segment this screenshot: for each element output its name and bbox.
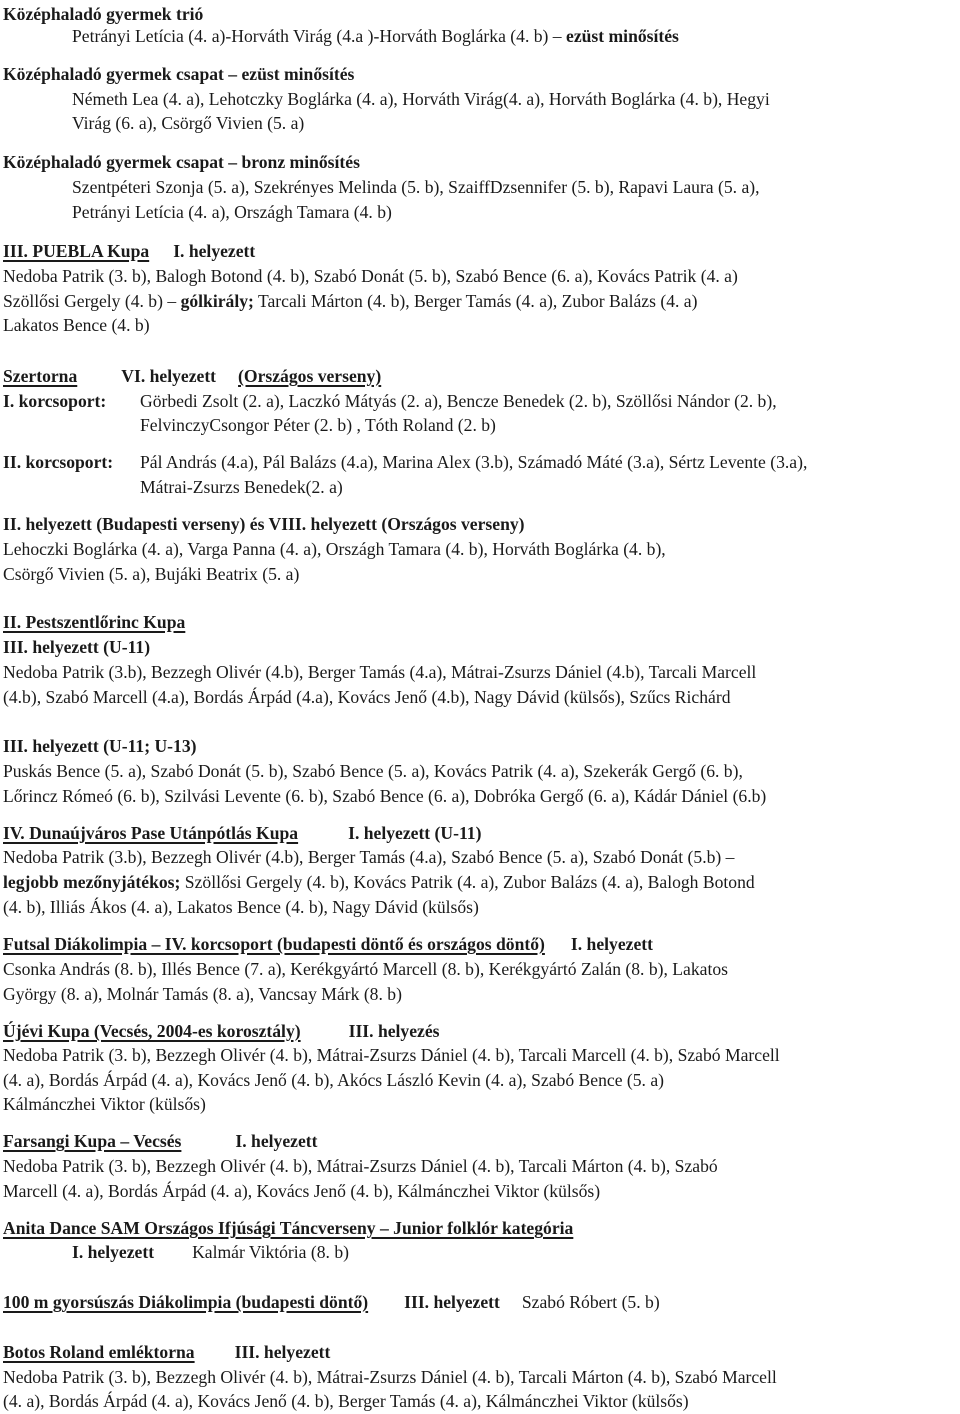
szertorna-p2-line-1: Lehoczki Boglárka (4. a), Varga Panna (4. a), Országh Tamara (4. b), Horváth Boglárka (4. b), [3,539,666,559]
anita-place: I. helyezett [72,1242,155,1262]
dunaujvaros-best-player: legjobb mezőnyjátékos; [3,872,181,892]
ujevi-line-1: Nedoba Patrik (3. b), Bezzegh Olivér (4. b), Mátrai-Zsurzs Dániel (4. b), Tarcali Marcell (4. b), Szabó Marcell [3,1045,780,1065]
pestszent-p2-line-1: Puskás Bence (5. a), Szabó Donát (5. b), Szabó Bence (5. a), Kovács Patrik (4. a), Szekerák Gergő (6. b), [3,761,743,781]
botos-line-2: (4. a), Bordás Árpád (4. a), Kovács Jenő (4. b), Berger Tamás (4. a), Kálmánczhei Viktor (külsős) [3,1391,689,1411]
trio-award: ezüst minősítés [566,26,679,46]
szertorna-k1-label: I. korcsoport: [3,391,107,411]
anita-result [72,1242,349,1263]
puebla-line-2a: Szöllősi Gergely (4. b) – [3,291,177,311]
pestszent-title: II. Pestszentlőrinc Kupa [3,612,186,632]
dunaujvaros-title: IV. Dunaújváros Pase Utánpótlás Kupa [3,823,299,843]
szertorna-place-2: II. helyezett (Budapesti verseny) és VIII. helyezett (Országos verseny) [3,514,525,534]
farsangi-line-1: Nedoba Patrik (3. b), Bezzegh Olivér (4. b), Mátrai-Zsurzs Dániel (4. b), Tarcali Márton (4. b), Szabó [3,1156,718,1176]
futsal-line-2: György (8. a), Molnár Tamás (8. a), Vancsay Márk (8. b) [3,984,402,1004]
team-bronze-line-2: Petrányi Letícia (4. a), Országh Tamara (4. b) [72,202,392,222]
uszas-title: 100 m gyorsúszás Diákolimpia (budapesti döntő) [3,1292,369,1312]
anita-title: Anita Dance SAM Országos Ifjúsági Táncverseny – Junior folklór kategória [3,1218,574,1238]
puebla-top-scorer: gólkirály; [180,291,254,311]
section-title-trio: Középhaladó gyermek trió [3,4,204,24]
section-title-team-bronze: Középhaladó gyermek csapat – bronz minősítés [3,152,360,172]
puebla-heading [3,241,255,262]
puebla-place: I. helyezett [173,241,256,261]
dunaujvaros-line-3: (4. b), Illiás Ákos (4. a), Lakatos Bence (4. b), Nagy Dávid (külsős) [3,897,479,917]
botos-place: III. helyezett [234,1342,331,1362]
pestszent-place-1: III. helyezett (U-11) [3,637,151,657]
dunaujvaros-place: I. helyezett (U-11) [348,823,482,843]
szertorna-heading [3,366,381,387]
section-title-team-silver: Középhaladó gyermek csapat – ezüst minősítés [3,64,355,84]
farsangi-line-2: Marcell (4. a), Bordás Árpád (4. a), Kovács Jenő (4. b), Kálmánczhei Viktor (külsős) [3,1181,601,1201]
farsangi-heading [3,1131,317,1152]
ujevi-title: Újévi Kupa (Vecsés, 2004-es korosztály) [3,1021,301,1041]
anita-name: Kalmár Viktória (8. b) [192,1242,349,1262]
pestszent-p1-line-1: Nedoba Patrik (3.b), Bezzegh Olivér (4.b), Berger Tamás (4.a), Mátrai-Zsurzs Dániel (4.b), Tarcali Marcell [3,662,757,682]
ujevi-line-2: (4. a), Bordás Árpád (4. a), Kovács Jenő (4. b), Akócs László Kevin (4. a), Szabó Bence (5. a) [3,1070,665,1090]
szertorna-k1-line-2: FelvinczyCsongor Péter (2. b) , Tóth Roland (2. b) [140,415,496,435]
dunaujvaros-heading [3,823,481,844]
uszas-place: III. helyezett [404,1292,500,1312]
botos-heading [3,1342,330,1363]
szertorna-p2-line-2: Csörgő Vivien (5. a), Bujáki Beatrix (5. a) [3,564,300,584]
puebla-line-1: Nedoba Patrik (3. b), Balogh Botond (4. b), Szabó Donát (5. b), Szabó Bence (6. a), Kovács Patrik (4. a) [3,266,738,286]
ujevi-place: III. helyezés [348,1021,440,1041]
uszas-name: Szabó Róbert (5. b) [521,1292,660,1312]
szertorna-k2-label: II. korcsoport: [3,452,114,472]
szertorna-title: Szertorna [3,366,78,386]
puebla-line-3: Lakatos Bence (4. b) [3,315,150,335]
botos-title: Botos Roland emléktorna [3,1342,195,1362]
team-bronze-line-1: Szentpéteri Szonja (5. a), Szekrényes Melinda (5. b), SzaiffDzsennifer (5. b), Rapavi Laura (5. a), [72,177,760,197]
trio-names: Petrányi Letícia (4. a)-Horváth Virág (4.a )-Horváth Boglárka (4. b) – [72,26,562,46]
ujevi-heading [3,1021,440,1042]
futsal-line-1: Csonka András (8. b), Illés Bence (7. a), Kerékgyártó Marcell (8. b), Kerékgyártó Zalán (8. b), Lakatos [3,959,728,979]
botos-line-1: Nedoba Patrik (3. b), Bezzegh Olivér (4. b), Mátrai-Zsurzs Dániel (4. b), Tarcali Márton (4. b), Szabó Marcell [3,1367,777,1387]
trio-members-line [72,26,679,47]
szertorna-k2-line-2: Mátrai-Zsurzs Benedek(2. a) [140,477,343,497]
szertorna-k2-line-1: Pál András (4.a), Pál Balázs (4.a), Marina Alex (3.b), Számadó Máté (3.a), Sértz Levente (3.a), [140,452,808,472]
puebla-line-2c: Tarcali Márton (4. b), Berger Tamás (4. a), Zubor Balázs (4. a) [257,291,698,311]
team-silver-line-1: Németh Lea (4. a), Lehotczky Boglárka (4. a), Horváth Virág(4. a), Horváth Boglárka (4. b), Hegyi [72,89,770,109]
futsal-place: I. helyezett [570,934,653,954]
uszas-heading [3,1292,660,1313]
farsangi-place: I. helyezett [235,1131,318,1151]
szertorna-level: (Országos verseny) [238,366,382,386]
pestszent-p2-line-2: Lőrincz Rómeó (6. b), Szilvási Levente (6. b), Szabó Bence (6. a), Dobróka Gergő (6. a), Kádár Dániel (6.b) [3,786,767,806]
szertorna-place: VI. helyezett [121,366,217,386]
dunaujvaros-line-2 [3,872,755,893]
pestszent-p1-line-2: (4.b), Szabó Marcell (4.a), Bordás Árpád (4.a), Kovács Jenő (4.b), Nagy Dávid (külsős), Szűcs Richárd [3,687,731,707]
puebla-title: III. PUEBLA Kupa [3,241,150,261]
dunaujvaros-line-1: Nedoba Patrik (3.b), Bezzegh Olivér (4.b), Berger Tamás (4.a), Szabó Bence (5. a), Szabó Donát (5.b) – [3,847,735,867]
szertorna-k1-line-1: Görbedi Zsolt (2. a), Laczkó Mátyás (2. a), Bencze Benedek (2. b), Szöllősi Nándor (2. b), [140,391,777,411]
ujevi-line-3: Kálmánczhei Viktor (külsős) [3,1094,206,1114]
team-silver-line-2: Virág (6. a), Csörgő Vivien (5. a) [72,113,305,133]
futsal-heading [3,934,653,955]
puebla-line-2 [3,291,697,312]
futsal-title: Futsal Diákolimpia – IV. korcsoport (budapesti döntő és országos döntő) [3,934,545,954]
farsangi-title: Farsangi Kupa – Vecsés [3,1131,182,1151]
pestszent-place-2: III. helyezett (U-11; U-13) [3,736,197,756]
dunaujvaros-line-2b: Szöllősi Gergely (4. b), Kovács Patrik (4. a), Zubor Balázs (4. a), Balogh Botond [184,872,755,892]
